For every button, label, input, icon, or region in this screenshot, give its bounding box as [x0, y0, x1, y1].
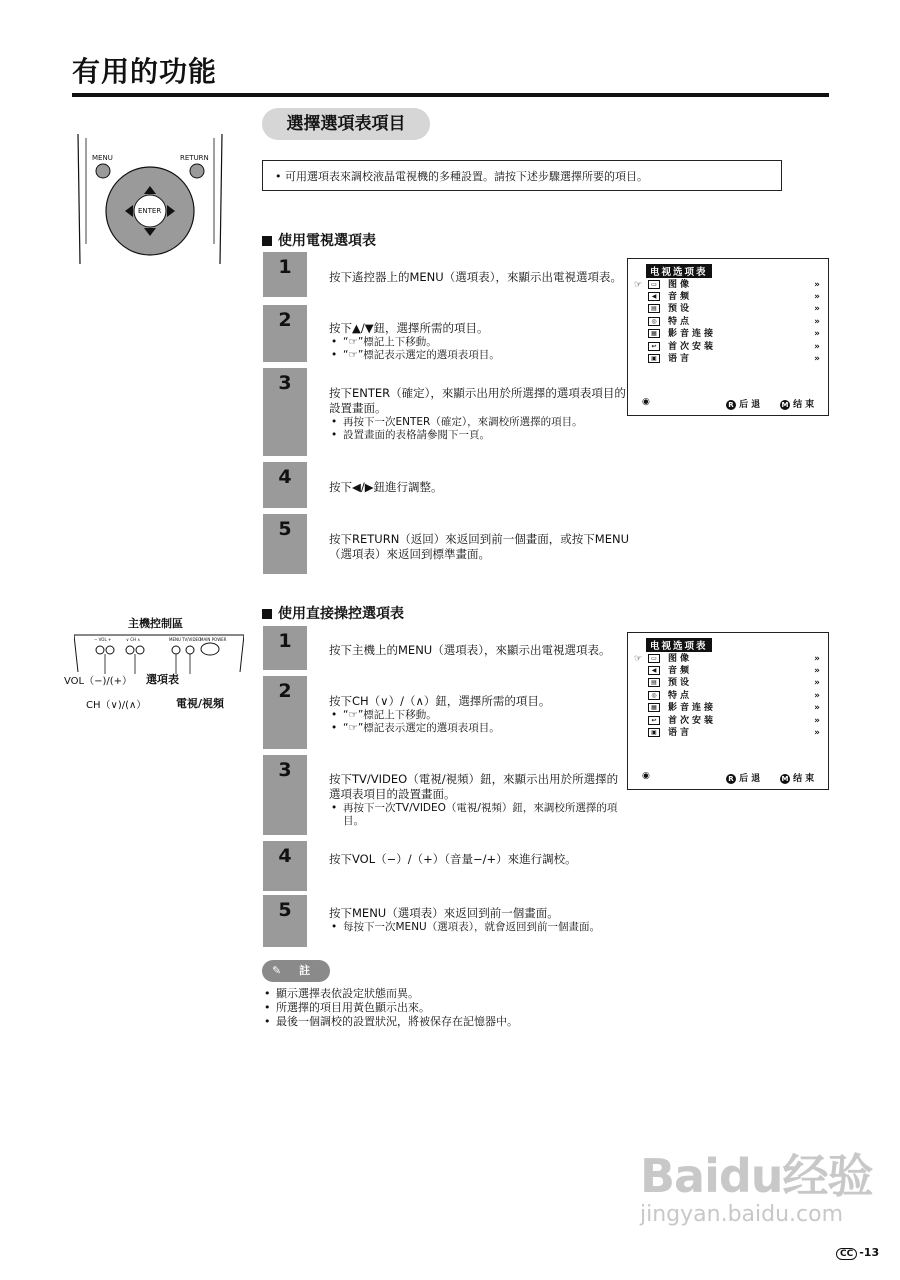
- note-item: • 所選擇的項目用黃色顯示出來。: [262, 1001, 762, 1015]
- osd-item-features: ◎ 特点 »: [634, 690, 822, 702]
- osd-item-av-link: ▦ 影音连接 »: [634, 702, 822, 714]
- osd-title: 电视选项表: [646, 638, 712, 652]
- install-icon: ↩: [648, 716, 660, 725]
- step2-4-text: 按下VOL（−）/（+）（音量−/+）來進行調校。: [329, 852, 577, 866]
- step2-5-text: 按下MENU（選項表）來返回到前一個畫面。 • 每按下一次MENU（選項表），就會返回到前一個畫面。: [329, 906, 629, 934]
- return-key-icon: R: [726, 774, 736, 784]
- language-badge: CC: [836, 1248, 857, 1260]
- pointer-icon: ☞: [634, 654, 643, 664]
- panel-title: 主機控制區: [128, 617, 183, 630]
- watermark: [640, 1140, 873, 1227]
- page-title: 有用的功能: [72, 55, 218, 88]
- ch-label: CH（∨)/(∧）: [86, 700, 147, 711]
- step-4-text: 按下◀/▶鈕進行調整。: [329, 480, 443, 494]
- section1-heading: 使用電視選項表: [262, 230, 376, 250]
- step-5-text: 按下RETURN（返回）來返回到前一個畫面，或按下MENU（選項表）來返回到標準畫面。: [329, 532, 629, 561]
- osd-footer: ◉ R 后退 M 结束: [642, 771, 818, 784]
- features-icon: ◎: [648, 317, 660, 326]
- pointer-icon: ☞: [634, 280, 643, 290]
- paperclip-icon: ✎: [272, 964, 282, 977]
- title-divider: [72, 93, 829, 97]
- page-number: CC -13: [836, 1246, 879, 1260]
- watermark-logo: Baidu经验: [640, 1149, 873, 1203]
- step2-3-bar: 3: [263, 755, 307, 835]
- audio-icon: ◀: [648, 292, 660, 301]
- step-3-bar: 3: [263, 368, 307, 456]
- step-3-text: 按下ENTER（確定），來顯示出用於所選擇的選項表項目的設置畫面。 • 再按下一次ENTER（確定），來調校所選擇的項目。 • 設置畫面的表格請參閱下一頁。: [329, 386, 629, 442]
- osd-item-picture: ☞ ▭ 图像 »: [634, 280, 820, 290]
- install-icon: ↩: [648, 342, 660, 351]
- osd-item-picture: ☞ ▭ 图像 »: [634, 654, 820, 664]
- notes-list: [262, 987, 762, 1029]
- note-badge: ✎ 註: [262, 960, 330, 982]
- watermark-url: jingyan.baidu.com: [640, 1202, 844, 1227]
- av-link-icon: ▦: [648, 703, 660, 712]
- step-1-bar: 1: [263, 252, 307, 297]
- tv-video-label: 電視/視頻: [176, 697, 225, 710]
- osd-item-language: ▣ 语言 »: [634, 353, 822, 365]
- osd-footer: ◉ R 后退 M 结束: [642, 397, 818, 410]
- menu-key-label: MENU: [92, 154, 113, 162]
- return-key-icon: R: [726, 400, 736, 410]
- navigate-icon: ◉: [642, 771, 650, 781]
- step-5-bar: 5: [263, 514, 307, 574]
- menu-key-icon: M: [781, 775, 789, 783]
- language-icon: ▣: [648, 728, 660, 737]
- step-2-text: 按下▲/▼鈕，選擇所需的項目。 • “☞”標記上下移動。 • “☞”標記表示選定的選項表項目。: [329, 321, 629, 362]
- tv-menu-screen-2: [627, 632, 829, 790]
- features-icon: ◎: [648, 691, 660, 700]
- step-4-bar: 4: [263, 462, 307, 508]
- vol-label: VOL（−)/(+）: [64, 676, 133, 687]
- osd-item-av-link: ▦ 影音连接 »: [634, 328, 822, 340]
- tv-menu-screen: [627, 258, 829, 416]
- osd-item-install: ↩ 首次安装 »: [634, 715, 822, 727]
- enter-key-label: ENTER: [138, 207, 162, 215]
- step2-4-bar: 4: [263, 841, 307, 891]
- menu-button-label: 選項表: [146, 673, 179, 686]
- control-panel-illustration: − VOL + ∨ CH ∧ MENU TV/VIDEO MAIN POWER: [74, 630, 244, 676]
- section2-heading: 使用直接操控選項表: [262, 603, 404, 623]
- osd-item-features: ◎ 特点 »: [634, 316, 822, 328]
- picture-icon: ▭: [648, 280, 660, 289]
- osd-item-language: ▣ 语言 »: [634, 727, 822, 739]
- step2-3-text: 按下TV/VIDEO（電視/視頻）鈕，來顯示出用於所選擇的選項表項目的設置畫面。 • 再按下一次TV/VIDEO（電視/視頻）鈕，來調校所選擇的項目。: [329, 772, 629, 828]
- osd-item-audio: ◀ 音频 »: [634, 665, 822, 677]
- intro-text: 可用選項表來調校液晶電視機的多種設置。請按下述步驟選擇所要的項目。: [285, 170, 648, 183]
- picture-icon: ▭: [648, 654, 660, 663]
- step-1-text: 按下遙控器上的MENU（選項表），來顯示出電視選項表。: [329, 270, 622, 284]
- step-2-bar: 2: [263, 305, 307, 362]
- step2-5-bar: 5: [263, 895, 307, 947]
- step2-2-text: 按下CH（∨）/（∧）鈕，選擇所需的項目。 • “☞”標記上下移動。 • “☞”標記表示選定的選項表項目。: [329, 694, 629, 735]
- step2-1-text: 按下主機上的MENU（選項表），來顯示出電視選項表。: [329, 643, 611, 657]
- navigate-icon: ◉: [642, 397, 650, 407]
- step2-2-bar: 2: [263, 676, 307, 749]
- note-item: • 顯示選擇表依設定狀態而異。: [262, 987, 762, 1001]
- language-icon: ▣: [648, 354, 660, 363]
- osd-item-preset: ▤ 预设 »: [634, 677, 822, 689]
- preset-icon: ▤: [648, 678, 660, 687]
- osd-title: 电视选项表: [646, 264, 712, 278]
- note-item: • 最後一個調校的設置狀況，將被保存在記憶器中。: [262, 1015, 762, 1029]
- intro-box: • 可用選項表來調校液晶電視機的多種設置。請按下述步驟選擇所要的項目。: [262, 160, 782, 191]
- section-heading: 選擇選項表項目: [262, 108, 430, 140]
- osd-item-audio: ◀ 音频 »: [634, 291, 822, 303]
- step2-1-bar: 1: [263, 626, 307, 670]
- audio-icon: ◀: [648, 666, 660, 675]
- av-link-icon: ▦: [648, 329, 660, 338]
- return-key-label: RETURN: [180, 154, 209, 162]
- osd-item-install: ↩ 首次安装 »: [634, 341, 822, 353]
- osd-item-preset: ▤ 预设 »: [634, 303, 822, 315]
- menu-key-icon: M: [781, 401, 789, 409]
- remote-illustration: [76, 134, 224, 274]
- preset-icon: ▤: [648, 304, 660, 313]
